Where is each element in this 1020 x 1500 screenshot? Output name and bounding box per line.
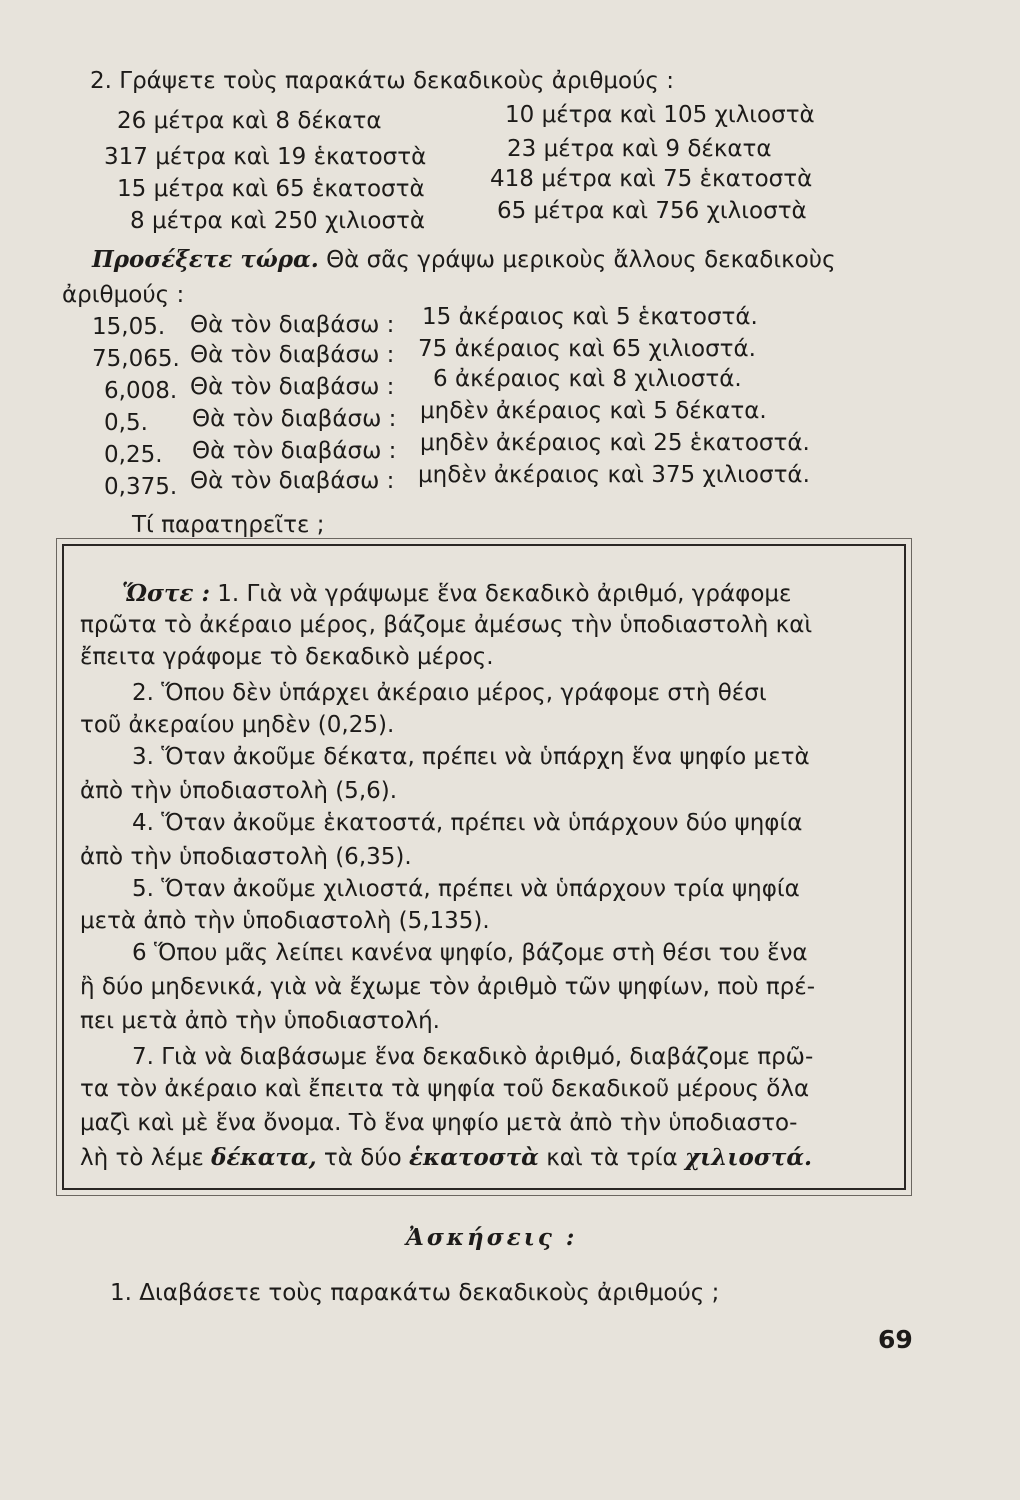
- rules-line-2: πρῶτα τὸ ἀκέραιο μέρος, βάζομε ἀμέσως τὴν ὑποδιαστολὴ καὶ: [80, 612, 813, 638]
- reading-text: μηδὲν ἀκέραιος καὶ 5 δέκατα.: [420, 398, 767, 424]
- exercise2-row1-right: 10 μέτρα καὶ 105 χιλιοστὰ: [505, 102, 815, 128]
- reading-phrase: Θὰ τὸν διαβάσω :: [192, 438, 397, 464]
- reading-phrase: Θὰ τὸν διαβάσω :: [190, 312, 395, 338]
- rules-line-13: ἢ δύο μηδενικά, γιὰ νὰ ἔχωμε τὸν ἀριθμὸ τῶν ψηφίων, ποὺ πρέ-: [80, 974, 816, 1000]
- rules-line-12: 6 Ὅπου μᾶς λείπει κανένα ψηφίο, βάζομε στὴ θέσι του ἕνα: [132, 940, 808, 966]
- rules-term-thousandths: χιλιοστά.: [685, 1144, 813, 1171]
- question: Τί παρατηρεῖτε ;: [132, 512, 325, 538]
- reading-number: 0,375.: [104, 474, 178, 500]
- exercise2-row2-left: 317 μέτρα καὶ 19 ἑκατοστὰ: [104, 144, 427, 170]
- rules-line-18: [80, 1146, 812, 1170]
- reading-number: 75,065.: [92, 346, 180, 372]
- rules-line-8: 4. Ὅταν ἀκοῦμε ἑκατοστά, πρέπει νὰ ὑπάρχουν δύο ψηφία: [132, 810, 803, 836]
- rules-line-14: πει μετὰ ἀπὸ τὴν ὑποδιαστολή.: [80, 1008, 440, 1034]
- reading-phrase: Θὰ τὸν διαβάσω :: [190, 468, 395, 494]
- rules-term-hundredths: ἑκατοστὰ: [409, 1144, 539, 1171]
- rules-line-4: 2. Ὅπου δὲν ὑπάρχει ἀκέραιο μέρος, γράφομε στὴ θέσι: [132, 680, 767, 706]
- rules-last-pre: λὴ τὸ λέμε: [80, 1145, 204, 1171]
- rules-term-tenths: δέκατα,: [211, 1144, 317, 1171]
- exercise2-heading: 2. Γράψετε τοὺς παρακάτω δεκαδικοὺς ἀριθμούς :: [90, 68, 674, 94]
- page-number: 69: [878, 1325, 913, 1354]
- reading-number: 0,5.: [104, 410, 148, 436]
- attention-text: Θὰ σᾶς γράψω μερικοὺς ἄλλους δεκαδικοὺς: [326, 247, 836, 273]
- rules-line-1: [122, 582, 791, 606]
- rules-line-15: 7. Γιὰ νὰ διαβάσωμε ἕνα δεκαδικὸ ἀριθμό, διαβάζομε πρῶ-: [132, 1044, 814, 1070]
- rules-last-mid2: καὶ τὰ τρία: [546, 1145, 678, 1171]
- rules-line-16: τα τὸν ἀκέραιο καὶ ἔπειτα τὰ ψηφία τοῦ δεκαδικοῦ μέρους ὅλα: [80, 1076, 810, 1102]
- attention-line: [92, 248, 836, 272]
- reading-text: μηδὲν ἀκέραιος καὶ 375 χιλιοστά.: [418, 462, 810, 488]
- rules-line-6: 3. Ὅταν ἀκοῦμε δέκατα, πρέπει νὰ ὑπάρχη ἕνα ψηφίο μετὰ: [132, 744, 810, 770]
- exercise2-row2-right: 23 μέτρα καὶ 9 δέκατα: [507, 136, 772, 162]
- rules-line-3: ἔπειτα γράφομε τὸ δεκαδικὸ μέρος.: [80, 644, 494, 670]
- exercise2-row3-right: 418 μέτρα καὶ 75 ἑκατοστὰ: [490, 166, 813, 192]
- exercise2-row1-left: 26 μέτρα καὶ 8 δέκατα: [117, 108, 382, 134]
- exercises-title: Ἀσκήσεις :: [406, 1224, 578, 1251]
- rules-line-5: τοῦ ἀκεραίου μηδὲν (0,25).: [80, 712, 395, 738]
- reading-text: 15 ἀκέραιος καὶ 5 ἑκατοστά.: [422, 304, 758, 330]
- reading-number: 6,008.: [104, 378, 178, 404]
- rules-text: 1. Γιὰ νὰ γράψωμε ἕνα δεκαδικὸ ἀριθμό, γράφομε: [217, 581, 792, 607]
- rules-last-mid: τὰ δύο: [323, 1145, 402, 1171]
- reading-phrase: Θὰ τὸν διαβάσω :: [192, 406, 397, 432]
- rules-lead: Ὥστε :: [122, 580, 210, 607]
- reading-number: 15,05.: [92, 314, 166, 340]
- reading-text: 6 ἀκέραιος καὶ 8 χιλιοστά.: [433, 366, 742, 392]
- rules-line-10: 5. Ὅταν ἀκοῦμε χιλιοστά, πρέπει νὰ ὑπάρχουν τρία ψηφία: [132, 876, 800, 902]
- attention-lead: Προσέξετε τώρα.: [92, 246, 319, 273]
- reading-text: μηδὲν ἀκέραιος καὶ 25 ἑκατοστά.: [420, 430, 810, 456]
- reading-text: 75 ἀκέραιος καὶ 65 χιλιοστά.: [418, 336, 756, 362]
- exercise2-row4-right: 65 μέτρα καὶ 756 χιλιοστὰ: [497, 198, 807, 224]
- rules-line-9: ἀπὸ τὴν ὑποδιαστολὴ (6,35).: [80, 844, 412, 870]
- exercise1-text: 1. Διαβάσετε τοὺς παρακάτω δεκαδικοὺς ἀριθμούς ;: [110, 1280, 720, 1306]
- rules-line-7: ἀπὸ τὴν ὑποδιαστολὴ (5,6).: [80, 778, 398, 804]
- rules-line-11: μετὰ ἀπὸ τὴν ὑποδιαστολὴ (5,135).: [80, 908, 490, 934]
- reading-phrase: Θὰ τὸν διαβάσω :: [190, 342, 395, 368]
- reading-phrase: Θὰ τὸν διαβάσω :: [190, 374, 395, 400]
- rules-line-17: μαζὶ καὶ μὲ ἕνα ὄνομα. Τὸ ἕνα ψηφίο μετὰ ἀπὸ τὴν ὑποδιαστο-: [80, 1110, 798, 1136]
- attention-text-cont: ἀριθμούς :: [62, 282, 185, 308]
- reading-number: 0,25.: [104, 442, 163, 468]
- exercise2-row4-left: 8 μέτρα καὶ 250 χιλιοστὰ: [130, 208, 426, 234]
- exercise2-row3-left: 15 μέτρα καὶ 65 ἑκατοστὰ: [117, 176, 425, 202]
